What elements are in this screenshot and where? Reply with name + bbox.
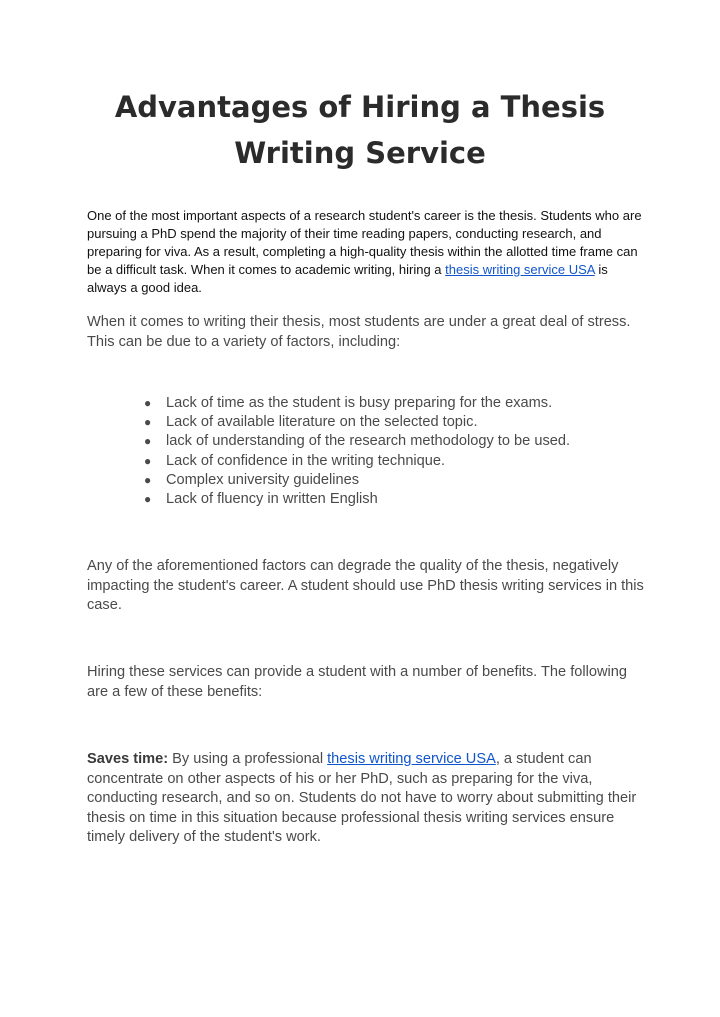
- benefits-paragraph: Hiring these services can provide a student with a number of benefits. The following are a few of these benefits:: [87, 664, 627, 700]
- bullet-icon: ●: [144, 434, 152, 449]
- bullet-icon: ●: [144, 472, 152, 487]
- list-item: [144, 471, 644, 490]
- bullet-icon: ●: [144, 415, 152, 430]
- factors-list: [144, 394, 644, 509]
- list-item: [144, 413, 644, 432]
- factor-text: Lack of available literature on the selected topic.: [166, 414, 478, 431]
- list-item: [144, 490, 644, 509]
- bullet-icon: ●: [144, 453, 152, 468]
- intro-text-after-link: is always a good idea.: [87, 262, 608, 295]
- saves-time-label: Saves time:: [87, 751, 169, 767]
- saves-time-text-before-link: By using a professional: [168, 751, 328, 767]
- page-title: Advantages of Hiring a Thesis Writing Service: [114, 90, 606, 170]
- saves-time-paragraph: [87, 750, 647, 848]
- bullet-icon: ●: [144, 396, 152, 410]
- factor-text: lack of understanding of the research methodology to be used.: [166, 433, 571, 450]
- list-item: [144, 394, 644, 413]
- bullet-icon: ●: [144, 492, 152, 507]
- factor-text: Lack of confidence in the writing technique.: [166, 452, 446, 469]
- saves-time-text-after-link: , a student can concentrate on other aspects of his or her PhD, such as preparing for the viva, conducting research, and so on. Students do not have to worry about submitting their thesis on time in this situation because professional thesis writing services ensure timely delivery of the student's work.: [87, 751, 637, 845]
- intro-paragraph: [87, 207, 647, 297]
- intro-text-before-link: One of the most important aspects of a research student's career is the thesis. Students who are pursuing a PhD spend the majority of their time reading papers, conducting research, and preparing for viva. As a result, completing a high-quality thesis within the allotted time frame can be a difficult task. When it comes to academic writing, hiring a: [87, 208, 642, 277]
- stress-paragraph: When it comes to writing their thesis, most students are under a great deal of stress. This can be due to a variety of factors, including:: [87, 314, 631, 350]
- factor-text: Complex university guidelines: [166, 471, 360, 488]
- factor-text: Lack of fluency in written English: [166, 491, 378, 508]
- factor-text: Lack of time as the student is busy preparing for the exams.: [166, 395, 553, 411]
- intro-thesis-service-link[interactable]: thesis writing service USA: [445, 262, 595, 277]
- list-item: [144, 452, 644, 471]
- degrade-paragraph: Any of the aforementioned factors can degrade the quality of the thesis, negatively impacting the student's career. A student should use PhD thesis writing services in this case.: [87, 558, 644, 613]
- list-item: [144, 432, 644, 451]
- saves-time-thesis-service-link[interactable]: thesis writing service USA: [327, 751, 496, 767]
